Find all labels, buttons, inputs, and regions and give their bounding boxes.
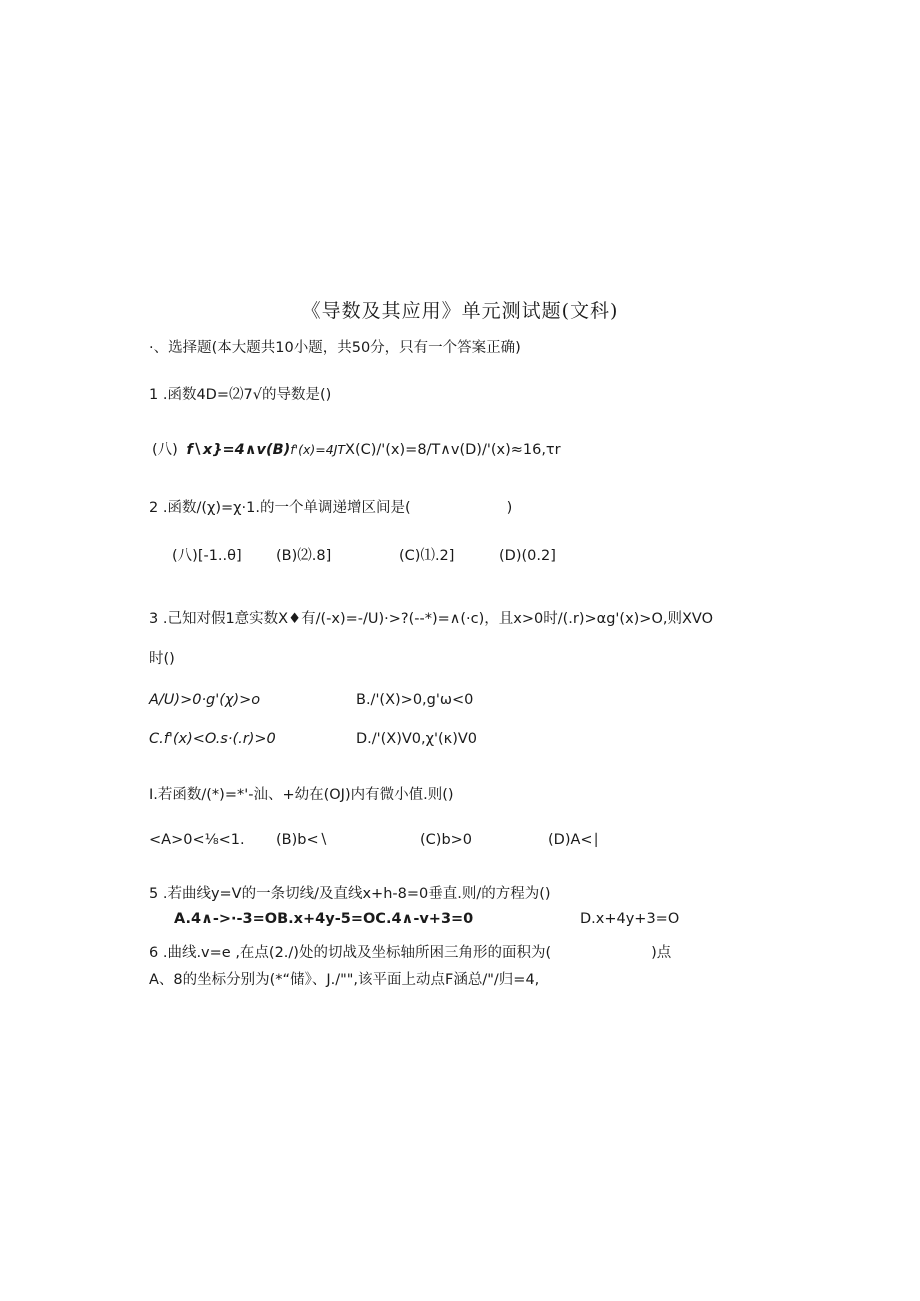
q4-option-d: (D)A<∣: [548, 832, 600, 848]
question-5-stem: 5 .若曲线y=V的一条切线/及直线x+h-8=0垂直.则/的方程为(): [149, 886, 551, 902]
question-2-stem: [149, 498, 512, 518]
q1-option-b: f'(x)=4JT: [290, 442, 346, 457]
q2-option-b: (B)⑵.8]: [276, 548, 332, 564]
q1-option-c-d: X(C)/'(x)=8/T∧v(D)/'(x)≈16,τr: [345, 442, 561, 458]
question-3-stem: 3 .己知对假1意实数X♦有/(-x)=-∕U)·>?(--*)=∧(·c)，且x>0时/(.r)>αg'(x)>O,则XVO: [149, 611, 713, 627]
q2-stem-text: 2 .函数/(χ)=χ·1.的一个单调递增区间是(: [149, 500, 411, 516]
q5-options-a-c: A.4∧->·-3=OB.x+4y-5=OC.4∧-v+3=0: [174, 911, 474, 927]
page-title: 《导数及其应用》单元测试题(文科): [301, 300, 619, 322]
q3-option-c: C.f'(x)<O.s·(.r)>0: [149, 731, 276, 747]
q2-option-a: (八)[-1..θ]: [172, 548, 242, 564]
q6-stem-text: 6 .曲线.v=e ,在点(2./)处的切战及坐标轴所困三角形的面积为(: [149, 945, 552, 961]
question-4-stem: I.若函数/(*)=*'-汕、+幼在(OJ)内有微小值.则(): [149, 787, 454, 803]
q3-option-d: D./'(X)V0,χ'(κ)V0: [356, 731, 478, 747]
q4-option-a: <A>0<⅛<1.: [149, 832, 245, 848]
question-3-stem-cont: 时(): [149, 651, 175, 667]
q2-option-c: (C)⑴.2]: [399, 548, 455, 564]
question-6-stem: [149, 943, 671, 963]
q3-option-b: B./'(X)>0,g'ω<0: [356, 692, 474, 708]
q2-stem-close: ): [506, 500, 513, 516]
question-6-cont: A、8的坐标分别为(*“储》、J./"",该平面上动点F涵总/"/归=4,: [149, 972, 540, 988]
q1-option-a: f∖x}=4∧v(B): [186, 442, 291, 458]
q6-stem-close: )点: [651, 945, 672, 961]
question-1-stem: 1 .函数4D=⑵7√的导数是(): [149, 387, 332, 403]
q4-option-c: (C)b>0: [420, 832, 473, 848]
q5-option-d: D.x+4y+3=O: [580, 911, 680, 927]
q1-option-a-label: (八): [152, 442, 178, 458]
question-1-options: [152, 440, 561, 460]
q3-option-a: A∕U)>0·g'(χ)>o: [149, 692, 261, 708]
section-heading: ·、选择题(本大题共10小题，共50分，只有一个答案正确): [149, 340, 521, 356]
q2-option-d: (D)(0.2]: [499, 548, 556, 564]
q4-option-b: (B)b<∖: [276, 832, 328, 848]
